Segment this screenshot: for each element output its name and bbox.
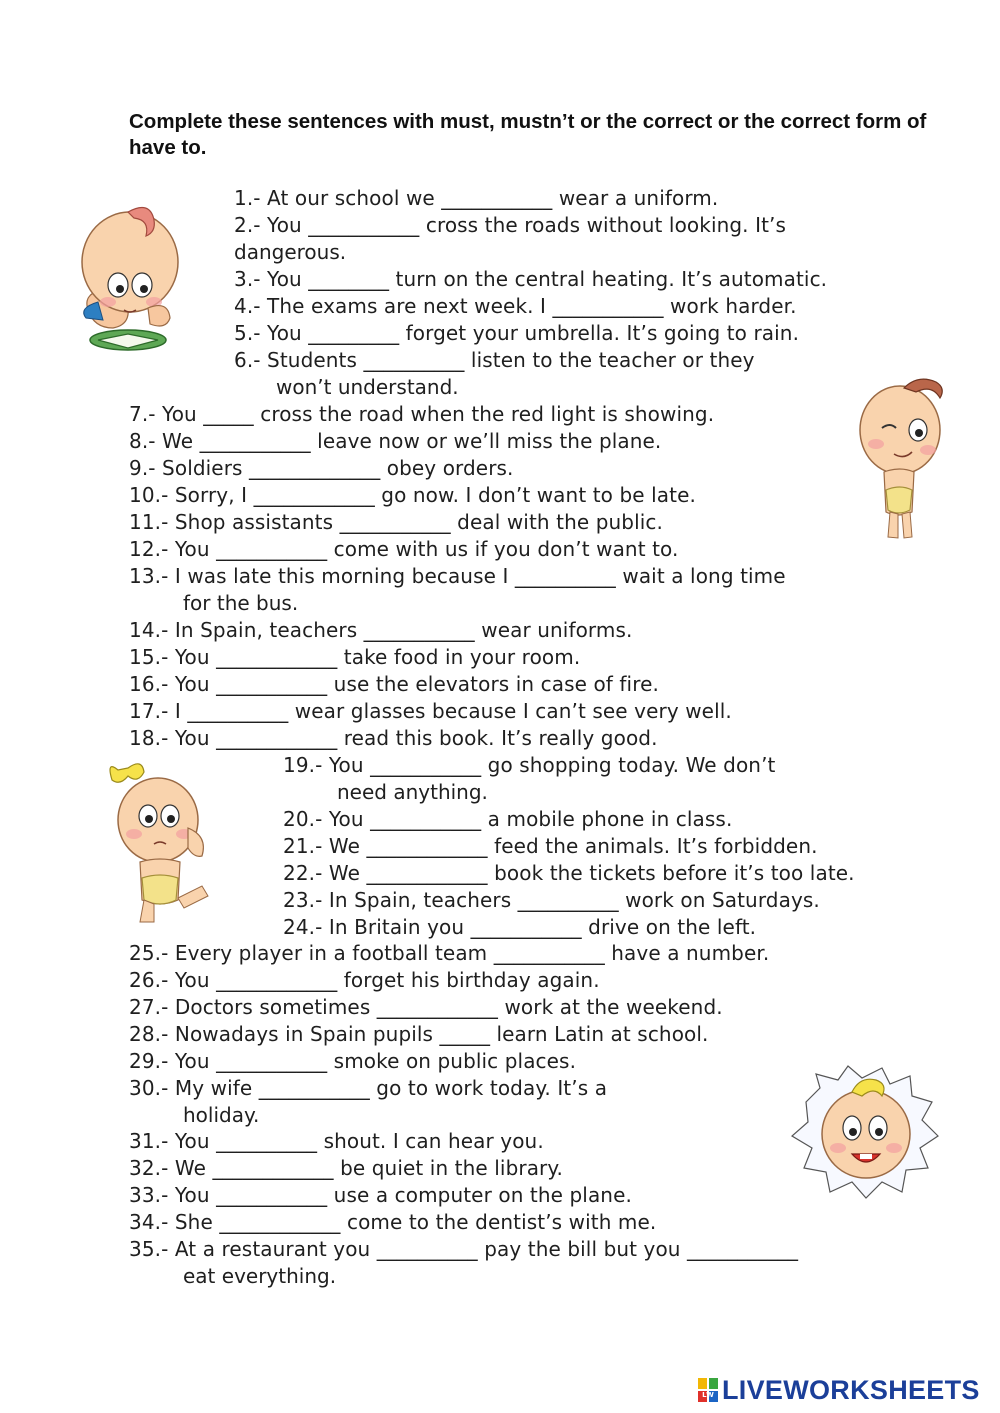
sentence-4: 4.- The exams are next week. I ___________ work harder. <box>234 294 797 318</box>
sentence-2: 2.- You ___________ cross the roads without looking. It’s <box>234 213 786 237</box>
logo-mark-text: LW <box>702 1391 714 1399</box>
sentence-25: 25.- Every player in a football team ___________ have a number. <box>129 941 770 965</box>
sentence-1: 1.- At our school we ___________ wear a uniform. <box>234 186 719 210</box>
sentence-13-continuation: for the bus. <box>183 591 299 615</box>
liveworksheets-logo-icon <box>697 1377 719 1403</box>
sentence-5: 5.- You _________ forget your umbrella. It’s going to rain. <box>234 321 800 345</box>
baby-winking-illustration <box>852 372 952 547</box>
sentence-8: 8.- We ___________ leave now or we’ll miss the plane. <box>129 429 662 453</box>
brand-name: LIVEWORKSHEETS <box>722 1374 980 1405</box>
liveworksheets-footer <box>697 1373 980 1407</box>
sentence-16: 16.- You ___________ use the elevators in case of fire. <box>129 672 659 696</box>
instructions-title: Complete these sentences with must, mustn’t or the correct or the correct form of have to. <box>129 110 927 159</box>
sentence-17: 17.- I __________ wear glasses because I can’t see very well. <box>129 699 732 723</box>
sentence-32: 32.- We ____________ be quiet in the library. <box>129 1156 563 1180</box>
sentence-9: 9.- Soldiers _____________ obey orders. <box>129 456 514 480</box>
sentence-23: 23.- In Spain, teachers __________ work on Saturdays. <box>283 888 820 912</box>
sentence-30: 30.- My wife ___________ go to work today. It’s a <box>129 1076 608 1100</box>
sentence-15: 15.- You ____________ take food in your room. <box>129 645 581 669</box>
sentence-10: 10.- Sorry, I ____________ go now. I don’t want to be late. <box>129 483 696 507</box>
baby-burst-illustration <box>786 1062 946 1202</box>
sentence-18: 18.- You ____________ read this book. It’s really good. <box>129 726 658 750</box>
sentence-24: 24.- In Britain you ___________ drive on the left. <box>283 915 757 939</box>
sentence-19-continuation: need anything. <box>337 780 488 804</box>
sentence-26: 26.- You ____________ forget his birthday again. <box>129 968 600 992</box>
sentence-22: 22.- We ____________ book the tickets before it’s too late. <box>283 861 855 885</box>
sentence-35-continuation: eat everything. <box>183 1264 337 1288</box>
sentence-13: 13.- I was late this morning because I __________ wait a long time <box>129 564 786 588</box>
sentence-30-continuation: holiday. <box>183 1103 260 1127</box>
sentence-6-continuation: won’t understand. <box>276 375 459 399</box>
sentence-31: 31.- You __________ shout. I can hear you. <box>129 1129 544 1153</box>
sentence-3: 3.- You ________ turn on the central heating. It’s automatic. <box>234 267 828 291</box>
sentence-2-continuation: dangerous. <box>234 240 347 264</box>
sentence-20: 20.- You ___________ a mobile phone in class. <box>283 807 733 831</box>
sentence-11: 11.- Shop assistants ___________ deal with the public. <box>129 510 663 534</box>
sentence-6: 6.- Students __________ listen to the teacher or they <box>234 348 755 372</box>
baby-reading-illustration <box>58 190 198 365</box>
sentence-33: 33.- You ___________ use a computer on the plane. <box>129 1183 632 1207</box>
sentence-35: 35.- At a restaurant you __________ pay the bill but you ___________ <box>129 1237 799 1261</box>
sentence-21: 21.- We ____________ feed the animals. It’s forbidden. <box>283 834 818 858</box>
sentence-12: 12.- You ___________ come with us if you don’t want to. <box>129 537 679 561</box>
sentence-34: 34.- She ____________ come to the dentist’s with me. <box>129 1210 657 1234</box>
sentence-29: 29.- You ___________ smoke on public places. <box>129 1049 577 1073</box>
sentence-19: 19.- You ___________ go shopping today. We don’t <box>283 753 776 777</box>
sentence-14: 14.- In Spain, teachers ___________ wear uniforms. <box>129 618 633 642</box>
baby-girl-illustration <box>104 758 219 928</box>
sentence-7: 7.- You _____ cross the road when the red light is showing. <box>129 402 715 426</box>
sentence-27: 27.- Doctors sometimes ____________ work at the weekend. <box>129 995 723 1019</box>
sentence-28: 28.- Nowadays in Spain pupils _____ learn Latin at school. <box>129 1022 709 1046</box>
